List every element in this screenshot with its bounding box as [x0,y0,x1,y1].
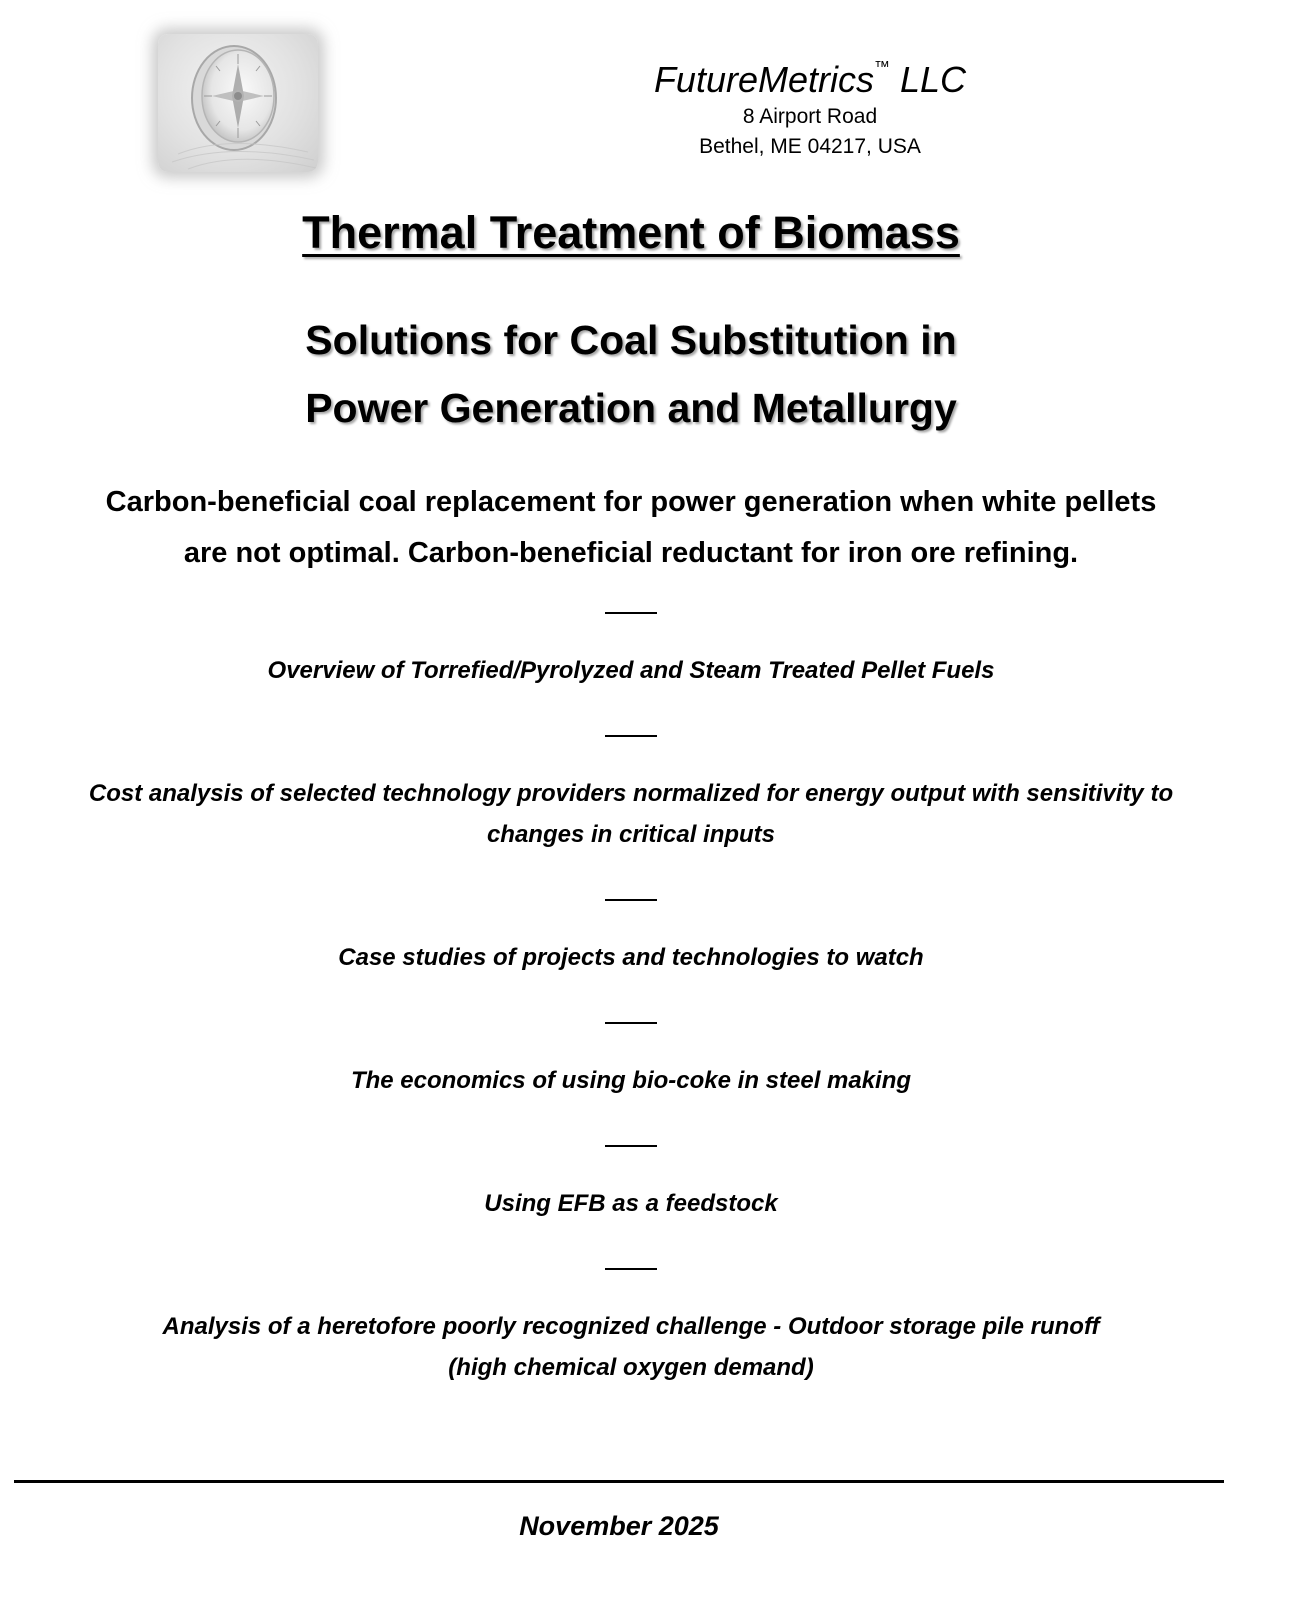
company-info [600,58,1020,162]
company-name: FutureMetrics™ LLC [653,59,967,100]
topic-item: Case studies of projects and technologies to watch [338,944,924,971]
topic-item: The economics of using bio-coke in steel making [350,1067,912,1094]
subtitle-line: Solutions for Coal Substitution in [305,317,957,363]
topic-item: Analysis of a heretofore poorly recognized challenge - Outdoor storage pile runoff (high chemical oxygen demand) [162,1313,1100,1381]
lead-line: Carbon-beneficial coal replacement for power generation when white pellets [105,486,1157,518]
lead-line: are not optimal. Carbon-beneficial reductant for iron ore refining. [183,537,1079,569]
trademark-symbol: ™ [873,59,890,76]
topic-item: Cost analysis of selected technology providers normalized for energy output with sensitivity to changes in critical inputs [88,780,1174,848]
lead-paragraph [30,477,1232,579]
company-logo [158,34,318,172]
document-subtitle [0,306,1262,442]
company-suffix: LLC [900,59,967,100]
topic-list [30,612,1232,1388]
address-street: 8 Airport Road [742,105,878,128]
compass-icon [158,34,318,172]
topic-item: Using EFB as a feedstock [484,1190,778,1217]
address-city: Bethel, ME 04217, USA [699,135,921,158]
publication-date: November 2025 [519,1511,719,1541]
topic-item: Overview of Torrefied/Pyrolyzed and Steam Treated Pellet Fuels [267,657,995,684]
document-title: Thermal Treatment of Biomass [302,207,960,258]
footer-rule [14,1480,1224,1483]
subtitle-line: Power Generation and Metallurgy [305,385,957,431]
